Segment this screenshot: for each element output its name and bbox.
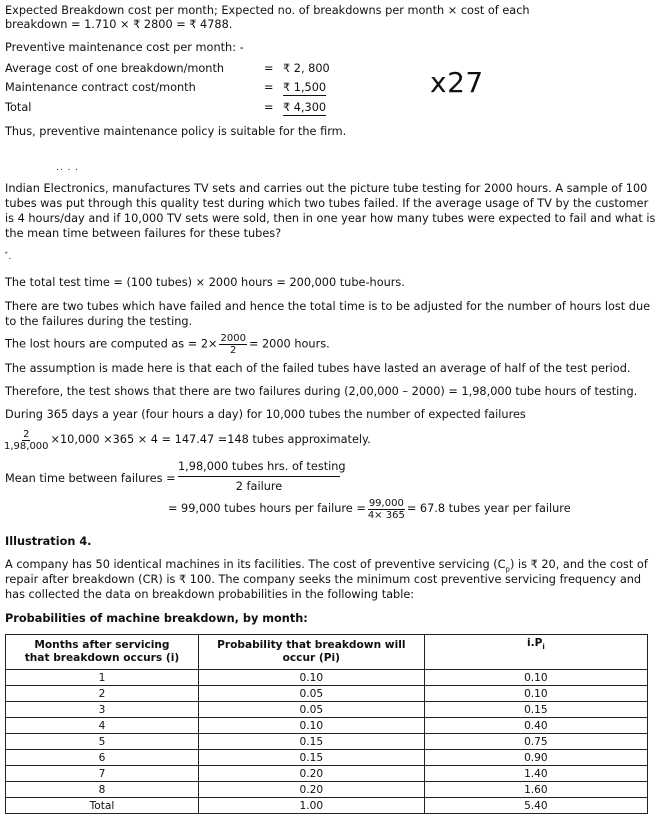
cost-label: Total xyxy=(5,101,32,114)
fraction-denominator: 2 xyxy=(230,345,237,356)
mtbf-label: Mean time between failures = xyxy=(5,472,176,485)
table-cell: 0.10 xyxy=(424,670,647,686)
table-row xyxy=(6,782,648,798)
fraction-denominator: 4× 365 xyxy=(367,509,405,521)
table-title: Probabilities of machine breakdown, by month: xyxy=(5,612,308,625)
problem-line: tubes was put through this quality test during which two tubes failed. If the average usage of TV by the customer xyxy=(5,197,649,210)
text-line: Expected Breakdown cost per month; Expected no. of breakdowns per month × cost of each xyxy=(5,4,530,17)
table-cell: 6 xyxy=(6,750,199,766)
table-cell: 0.75 xyxy=(424,734,647,750)
formula-text: ×10,000 ×365 × 4 = 147.47 =148 tubes approximately. xyxy=(50,433,371,446)
cost-value: ₹ 1,500 xyxy=(283,81,327,94)
table-cell: 2 xyxy=(6,686,199,702)
table-cell: 0.15 xyxy=(198,734,424,750)
mtbf-result-formula xyxy=(168,496,571,522)
table-cell: 7 xyxy=(6,766,199,782)
table-cell: 0.15 xyxy=(198,750,424,766)
table-header-row xyxy=(6,635,648,670)
header-text: Months after servicing that breakdown occurs (i) xyxy=(24,639,180,664)
problem-line: Indian Electronics, manufactures TV sets and carries out the picture tube testing for 2000 hours. A sample of 100 xyxy=(5,182,648,195)
table-row xyxy=(6,718,648,734)
conclusion-text: Thus, preventive maintenance policy is suitable for the firm. xyxy=(5,125,347,138)
fraction xyxy=(368,498,405,521)
equals-sign: = xyxy=(264,101,274,114)
text-line: breakdown = 1.710 × ₹ 2800 = ₹ 4788. xyxy=(5,18,233,31)
cost-total-value: ₹ 4,300 xyxy=(283,101,327,114)
subscript: p xyxy=(505,565,510,574)
solution-line: During 365 days a year (four hours a day) for 10,000 tubes the number of expected failures xyxy=(5,408,526,421)
text-segment: A company has 50 identical machines in its facilities. The cost of preventive servicing (C xyxy=(5,558,506,571)
table-cell: 0.05 xyxy=(198,702,424,718)
table-cell: 1.40 xyxy=(424,766,647,782)
formula-text: = 2000 hours. xyxy=(248,337,330,351)
table-cell: 0.15 xyxy=(424,702,647,718)
fraction-numerator: 2 xyxy=(23,428,30,440)
table-row xyxy=(6,686,648,702)
breakdown-probability-table xyxy=(5,634,648,814)
table-cell: 0.10 xyxy=(198,670,424,686)
solution-line: Therefore, the test shows that there are two failures during (2,00,000 – 2000) = 1,98,000 tube hours of testing. xyxy=(5,385,638,398)
table-row xyxy=(6,750,648,766)
table-row xyxy=(6,670,648,686)
formula-text: = 67.8 tubes year per failure xyxy=(406,502,571,515)
text-segment: ) is ₹ 20, and the cost of xyxy=(509,558,648,571)
problem-line: the mean time between failures for these tubes? xyxy=(5,227,282,240)
table-row xyxy=(6,766,648,782)
table-cell: 0.20 xyxy=(198,766,424,782)
table-cell: 5.40 xyxy=(424,798,647,814)
fraction-numerator: 99,000 xyxy=(368,497,404,509)
cost-value: ₹ 2, 800 xyxy=(283,62,330,75)
table-cell: 4 xyxy=(6,718,199,734)
problem-line: is 4 hours/day and if 10,000 TV sets were sold, then in one year how many tubes were expected to fail and what is xyxy=(5,212,656,225)
section-heading: Preventive maintenance cost per month: - xyxy=(5,41,244,54)
equals-sign: = xyxy=(264,81,274,94)
header-text: i.P xyxy=(526,637,543,649)
equals-sign: = xyxy=(264,62,274,75)
column-header xyxy=(6,635,199,670)
table-cell: 3 xyxy=(6,702,199,718)
table-cell: 0.05 xyxy=(198,686,424,702)
table-cell: 0.90 xyxy=(424,750,647,766)
illustration-line: repair after breakdown (CR) is ₹ 100. The company seeks the minimum cost preventive servicing frequency and xyxy=(5,573,642,586)
solution-line: The total test time = (100 tubes) × 2000 hours = 200,000 tube-hours. xyxy=(5,276,405,289)
table-row xyxy=(6,734,648,750)
fraction xyxy=(219,333,246,356)
table-cell: 5 xyxy=(6,734,199,750)
table-cell: 1.60 xyxy=(424,782,647,798)
subscript: i xyxy=(542,643,545,652)
cost-label: Maintenance contract cost/month xyxy=(5,81,196,94)
cost-label: Average cost of one breakdown/month xyxy=(5,62,225,75)
solution-line: There are two tubes which have failed and hence the total time is to be adjusted for the number of hours lost due xyxy=(5,300,651,313)
column-header xyxy=(198,635,424,670)
formula-text: The lost hours are computed as = 2× xyxy=(5,337,218,351)
fraction-denominator: 1,98,000 xyxy=(4,440,49,452)
table-row xyxy=(6,702,648,718)
table-cell: 0.10 xyxy=(424,686,647,702)
fraction-denominator: 2 failure xyxy=(235,480,283,493)
fraction-numerator: 2000 xyxy=(220,333,246,344)
table-cell: 0.40 xyxy=(424,718,647,734)
table-cell: 0.10 xyxy=(198,718,424,734)
header-text: Probability that breakdown will occur (Pi) xyxy=(217,639,406,664)
scan-artifact: ˇ. xyxy=(4,252,12,262)
illustration-title: Illustration 4. xyxy=(5,535,92,548)
table-cell: 1.00 xyxy=(198,798,424,814)
fraction-numerator: 1,98,000 tubes hrs. of testing xyxy=(178,460,340,477)
lost-hours-formula xyxy=(5,333,330,356)
fraction xyxy=(4,429,49,452)
expected-failures-formula xyxy=(2,428,371,452)
table-cell: Total xyxy=(6,798,199,814)
table-total-row xyxy=(6,798,648,814)
table-cell: 8 xyxy=(6,782,199,798)
column-header xyxy=(424,635,647,670)
mtbf-fraction xyxy=(178,460,346,494)
handwritten-note: x27 xyxy=(430,66,484,99)
table-cell: 0.20 xyxy=(198,782,424,798)
solution-line: to the failures during the testing. xyxy=(5,315,193,328)
formula-text: = 99,000 tubes hours per failure = xyxy=(168,502,366,515)
solution-line: The assumption is made here is that each of the failed tubes have lasted an average of half of the test period. xyxy=(5,362,631,375)
scan-artifact: .. . . xyxy=(56,163,80,173)
illustration-line: has collected the data on breakdown probabilities in the following table: xyxy=(5,588,415,601)
table-cell: 1 xyxy=(6,670,199,686)
